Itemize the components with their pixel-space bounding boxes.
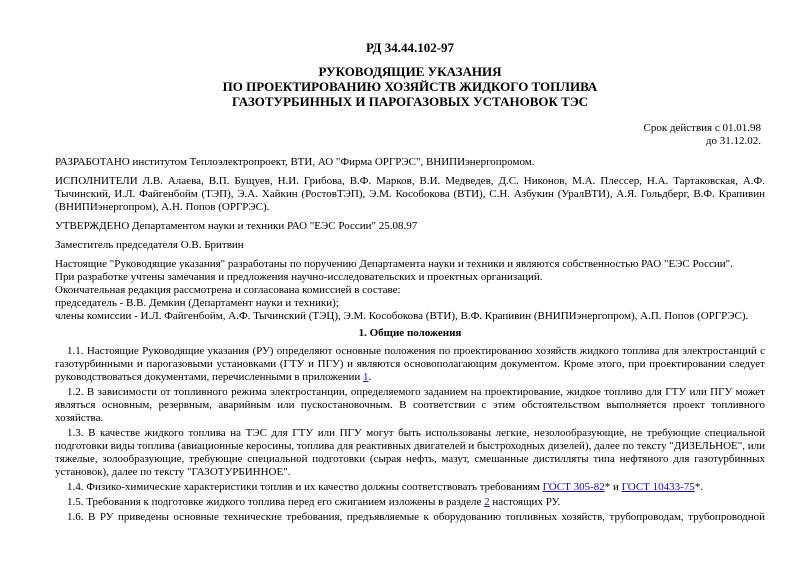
paragraph-1-4 <box>55 481 765 494</box>
validity-from: Срок действия с 01.01.98 <box>643 122 761 134</box>
intro-line-1: Настоящие "Руководящие указания" разработаны по поручению Департамента науки и техники и являются собственностью РАО "ЕЭС России". <box>55 258 733 270</box>
executors: ИСПОЛНИТЕЛИ Л.В. Алаева, В.П. Бущуев, Н.И. Грибова, В.Ф. Марков, В.И. Медведев, Д.С. Никонов, М.А. Плессер, Н.А. Тартаковская, А.Ф. Тычинский, И.Л. Файгенбойм (ТЭП), Э.А. Хайкин (РостовТЭП), Э.М. Кособокова (ВТИ), С.Н. Азбукин (УралВТИ), А.Я. Гольдберг, В.Ф. Крапивин (ВНИПИэнергопром), А.Н. Попов (ОРГРЭС). <box>55 175 765 213</box>
paragraph-1-1-text: 1.1. Настоящие Руководящие указания (РУ) определяют основные положения по проектированию хозяйств жидкого топлива для электростанций с газотурбинными и парогазовыми установками (ГТУ и ПГУ) и являются основополагающим документом. Кроме этого, при проектировании следует руководствоваться документами, перечисленными в приложении <box>55 345 765 383</box>
paragraph-1-5-text: 1.5. Требования к подготовке жидкого топлива перед его сжиганием изложены в разделе <box>67 496 485 508</box>
intro-line-5: члены комиссии - И.Л. Файгенбойм, А.Ф. Тычинский (ТЭЦ), Э.М. Кособокова (ВТИ), В.Ф. Крапивин (ВНИПИэнергопром), А.П. Попов (ОРГРЭС). <box>55 310 749 322</box>
paragraph-1-4-mid: * и <box>604 481 622 493</box>
title-line-3: ГАЗОТУРБИННЫХ И ПАРОГАЗОВЫХ УСТАНОВОК ТЭС <box>231 94 589 109</box>
title-line-1: РУКОВОДЯЩИЕ УКАЗАНИЯ <box>318 64 502 79</box>
paragraph-1-4-text: 1.4. Физико-химические характеристики топлив и их качество должны соответствовать требованиям <box>67 481 543 493</box>
intro-line-3: Окончательная редакция рассмотрена и согласована комиссией в составе: <box>55 284 401 296</box>
deputy-chairman: Заместитель председателя О.В. Бритвин <box>55 239 244 251</box>
intro-block <box>55 258 765 323</box>
gost-305-82-link[interactable]: ГОСТ 305-82 <box>542 481 605 493</box>
intro-line-2: При разработке учтены замечания и предложения научно-исследовательских и проектных организаций. <box>55 271 543 283</box>
paragraph-1-5-end: настоящих РУ. <box>489 496 561 508</box>
document-title <box>55 64 765 109</box>
validity-to: до 31.12.02. <box>705 135 761 147</box>
validity-period <box>55 122 765 148</box>
paragraph-1-5 <box>55 496 765 509</box>
paragraph-1-1 <box>55 345 765 384</box>
title-line-2: ПО ПРОЕКТИРОВАНИЮ ХОЗЯЙСТВ ЖИДКОГО ТОПЛИВА <box>222 79 598 94</box>
document-code: РД 34.44.102-97 <box>365 40 455 55</box>
section-heading: 1. Общие положения <box>358 327 462 339</box>
paragraph-1-6: 1.6. В РУ приведены основные технические требования, предъявляемые к оборудованию топливных хозяйств, трубопроводам, трубопроводной <box>67 511 765 523</box>
approved-by: УТВЕРЖДЕНО Департаментом науки и техники РАО "ЕЭС России" 25.08.97 <box>55 220 418 232</box>
paragraph-1-2: 1.2. В зависимости от топливного режима электростанции, определяемого заданием на проектирование, жидкое топливо для ГТУ или ПГУ может являться основным, резервным, аварийным или пускостановочным. В соответствии с этим обстоятельством выполняется проект топливного хозяйства. <box>55 386 765 424</box>
developed-by: РАЗРАБОТАНО институтом Теплоэлектропроект, ВТИ, АО "Фирма ОРГРЭС", ВНИПИэнергопромом. <box>55 156 535 168</box>
intro-line-4: председатель - В.В. Демкин (Департамент науки и техники); <box>55 297 339 309</box>
gost-10433-75-link[interactable]: ГОСТ 10433-75 <box>621 481 695 493</box>
paragraph-1-4-end: *. <box>694 481 704 493</box>
section-2-link[interactable]: 2 <box>484 496 490 508</box>
paragraph-1-3: 1.3. В качестве жидкого топлива на ТЭС для ГТУ или ПГУ могут быть использованы легкие, незолообразующие, не требующие специальной подготовки виды топлива (авиационные керосины, топлива для реактивных двигателей и быстроходных дизелей), далее по тексту "ДИЗЕЛЬНОЕ", или тяжелые, золообразующие, требующие специальной подготовки (сырая нефть, мазут, смешанные дистилляты типа нефтяного для газотурбинных установок), далее по тексту "ГАЗОТУРБИННОЕ". <box>55 427 765 478</box>
paragraph-1-1-end: . <box>368 371 372 383</box>
appendix-1-link[interactable]: 1 <box>363 371 369 383</box>
